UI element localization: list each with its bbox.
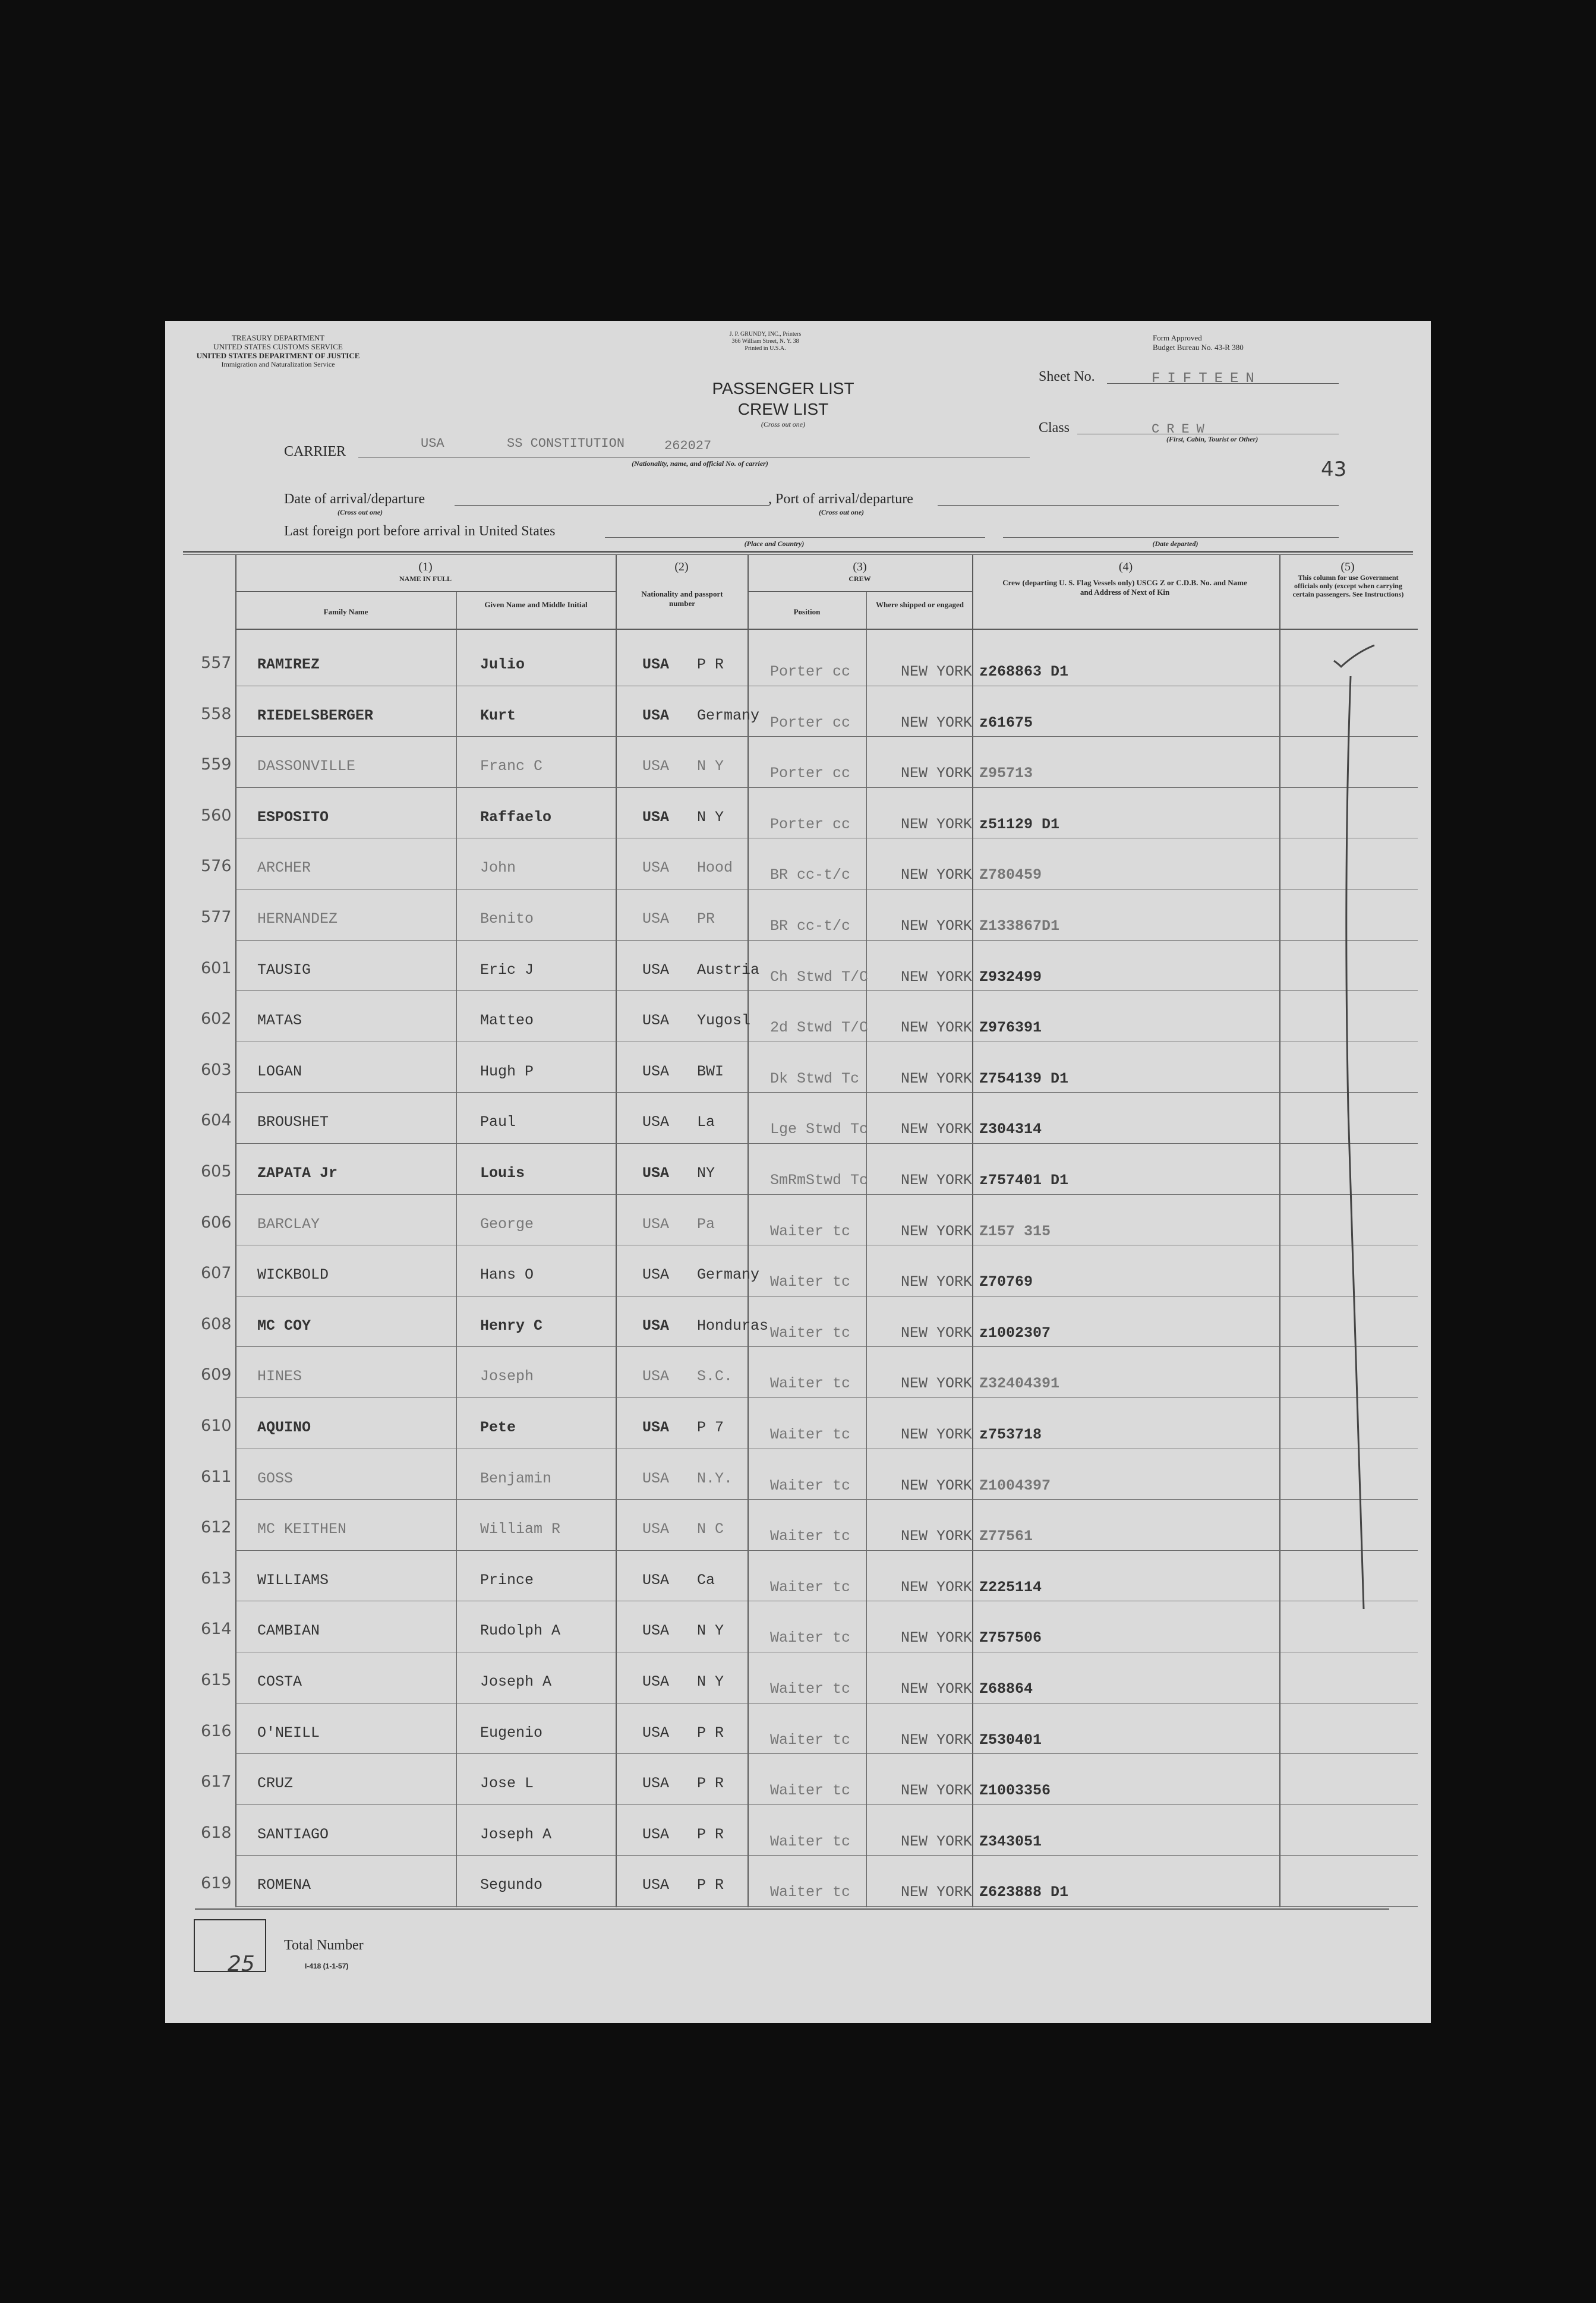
class-caption: (First, Cabin, Tourist or Other) — [1166, 435, 1258, 443]
agency-line-3: UNITED STATES DEPARTMENT OF JUSTICE — [196, 351, 360, 360]
row-line-number: 616 — [201, 1721, 232, 1740]
row-nationality: USA — [642, 1062, 670, 1080]
col3-where-header — [872, 600, 967, 610]
row-nationality: USA — [642, 1622, 670, 1640]
row-crew-number: Z68864 — [979, 1680, 1033, 1698]
row-crew-number: Z157 315 — [979, 1222, 1051, 1240]
carrier-caption: (Nationality, name, and official No. of carrier) — [632, 459, 768, 468]
col-line-crew-c4 — [972, 555, 973, 1907]
row-where-engaged: NEW YORK — [901, 815, 973, 833]
row-line-number: 560 — [201, 806, 232, 825]
date-departed-caption: (Date departed) — [1152, 540, 1198, 548]
row-family-name: MATAS — [257, 1012, 302, 1030]
row-passport: P R — [697, 1876, 724, 1894]
date-label: Date of arrival/departure — [284, 491, 425, 507]
agency-line-2: UNITED STATES CUSTOMS SERVICE — [213, 342, 343, 351]
row-where-engaged: NEW YORK — [901, 1477, 973, 1494]
row-position: Porter cc — [770, 815, 851, 833]
date-caption: (Cross out one) — [338, 508, 383, 516]
row-nationality: USA — [642, 1165, 670, 1182]
row-passport: Hood — [697, 859, 733, 877]
header-bottom-rule — [235, 629, 1418, 630]
row-position: Porter cc — [770, 663, 851, 680]
row-rule — [235, 736, 1418, 737]
row-family-name: WICKBOLD — [257, 1266, 329, 1284]
row-passport: N.Y. — [697, 1469, 733, 1487]
row-where-engaged: NEW YORK — [901, 1070, 973, 1087]
class-value: CREW — [1152, 422, 1212, 437]
row-given-name: Benjamin — [480, 1469, 552, 1487]
row-passport: P R — [697, 1724, 724, 1742]
row-where-engaged: NEW YORK — [901, 1782, 973, 1800]
row-crew-number: Z343051 — [979, 1832, 1042, 1850]
row-family-name: COSTA — [257, 1673, 302, 1690]
row-line-number: 607 — [201, 1264, 232, 1283]
row-position: Porter cc — [770, 714, 851, 731]
row-passport: La — [697, 1113, 715, 1131]
last-port-label: Last foreign port before arrival in United States — [284, 523, 556, 539]
row-where-engaged: NEW YORK — [901, 968, 973, 986]
carrier-nationality: USA — [421, 436, 444, 451]
col1-number: (1) — [418, 560, 433, 573]
row-given-name: Julio — [480, 656, 525, 673]
row-crew-number: z268863 D1 — [979, 663, 1069, 680]
row-nationality: USA — [642, 758, 670, 775]
total-number-label: Total Number — [284, 1938, 364, 1953]
col5-number: (5) — [1340, 560, 1355, 573]
row-family-name: CAMBIAN — [257, 1622, 320, 1640]
row-given-name: Pete — [480, 1419, 516, 1436]
printer-line-1: J. P. GRUNDY, INC., Printers — [729, 331, 802, 337]
row-crew-number: z753718 — [979, 1426, 1042, 1443]
row-where-engaged: NEW YORK — [901, 917, 973, 935]
row-passport: N C — [697, 1520, 724, 1538]
row-line-number: 614 — [201, 1620, 232, 1639]
row-line-number: 615 — [201, 1671, 232, 1689]
row-crew-number: Z976391 — [979, 1019, 1042, 1037]
row-where-engaged: NEW YORK — [901, 714, 973, 731]
row-where-engaged: NEW YORK — [901, 1731, 973, 1749]
row-where-engaged: NEW YORK — [901, 1121, 973, 1138]
form-approved: Form Approved — [1153, 333, 1202, 342]
col3-position-header: Position — [793, 607, 821, 616]
row-position: Waiter tc — [770, 1782, 851, 1800]
row-passport: S.C. — [697, 1368, 733, 1386]
row-rule — [235, 787, 1418, 788]
total-number-value: 25 — [228, 1952, 255, 1976]
row-family-name: ROMENA — [257, 1876, 311, 1894]
row-line-number: 605 — [201, 1162, 232, 1181]
row-rule — [235, 1753, 1418, 1754]
row-given-name: Paul — [480, 1113, 516, 1131]
row-line-number: 608 — [201, 1314, 232, 1333]
row-line-number: 557 — [201, 654, 232, 672]
row-family-name: ZAPATA Jr — [257, 1165, 338, 1182]
row-crew-number: Z530401 — [979, 1731, 1042, 1749]
row-given-name: Hans O — [480, 1266, 534, 1284]
col4-title-text: Crew (departing U. S. Flag Vessels only) USCG Z or C.D.B. No. and Name and Address of Next of Kin — [1002, 578, 1247, 597]
col-line-pos-where — [866, 591, 867, 1907]
row-passport: NY — [697, 1165, 715, 1182]
row-family-name: O'NEILL — [257, 1724, 320, 1742]
port-caption: (Cross out one) — [819, 508, 865, 516]
row-given-name: Joseph A — [480, 1825, 552, 1843]
row-crew-number: Z757506 — [979, 1629, 1042, 1647]
row-line-number: 602 — [201, 1009, 232, 1029]
row-passport: N Y — [697, 808, 724, 826]
col1-title: NAME IN FULL — [399, 575, 452, 583]
row-passport: P R — [697, 1775, 724, 1793]
col1-family-header: Family Name — [323, 607, 368, 616]
row-passport: Pa — [697, 1215, 715, 1233]
sheet-no-label: Sheet No. — [1039, 369, 1095, 384]
row-given-name: Joseph — [480, 1368, 534, 1386]
row-rule — [235, 1550, 1418, 1551]
row-family-name: TAUSIG — [257, 961, 311, 979]
page-number: 43 — [1321, 458, 1347, 481]
row-nationality: USA — [642, 1317, 670, 1335]
row-passport: Germany — [697, 706, 760, 724]
row-passport: N Y — [697, 758, 724, 775]
row-nationality: USA — [642, 1673, 670, 1690]
row-line-number: 601 — [201, 958, 232, 977]
row-crew-number: Z1004397 — [979, 1477, 1051, 1494]
row-position: BR cc-t/c — [770, 866, 851, 884]
row-family-name: BROUSHET — [257, 1113, 329, 1131]
row-position: Waiter tc — [770, 1680, 851, 1698]
row-crew-number: Z932499 — [979, 968, 1042, 986]
row-line-number: 558 — [201, 704, 232, 723]
row-given-name: Matteo — [480, 1012, 534, 1030]
row-position: Waiter tc — [770, 1222, 851, 1240]
row-rule — [235, 1855, 1418, 1856]
row-nationality: USA — [642, 1215, 670, 1233]
col2-title-text: Nationality and passport number — [641, 589, 723, 608]
row-family-name: RIEDELSBERGER — [257, 706, 374, 724]
col3-number: (3) — [853, 560, 867, 573]
row-where-engaged: NEW YORK — [901, 1578, 973, 1596]
row-passport: N Y — [697, 1673, 724, 1690]
row-nationality: USA — [642, 1520, 670, 1538]
row-passport: P R — [697, 656, 724, 673]
row-where-engaged: NEW YORK — [901, 1884, 973, 1901]
row-passport: Austria — [697, 961, 760, 979]
row-crew-number: Z1003356 — [979, 1782, 1051, 1800]
row-given-name: Benito — [480, 910, 534, 927]
row-nationality: USA — [642, 1775, 670, 1793]
row-passport: Germany — [697, 1266, 760, 1284]
row-line-number: 576 — [201, 857, 232, 876]
col4-header — [997, 578, 1253, 597]
table-bottom-rule — [195, 1908, 1389, 1910]
row-passport: P 7 — [697, 1419, 724, 1436]
col-line-c4-c5 — [1279, 555, 1280, 1907]
row-given-name: Henry C — [480, 1317, 543, 1335]
port-label: , Port of arrival/departure — [768, 491, 913, 507]
row-given-name: Segundo — [480, 1876, 543, 1894]
row-crew-number: Z754139 D1 — [979, 1070, 1069, 1087]
row-line-number: 603 — [201, 1060, 232, 1079]
budget-bureau-no: Budget Bureau No. 43-R 380 — [1153, 343, 1244, 352]
row-where-engaged: NEW YORK — [901, 866, 973, 884]
col-line-family-given — [456, 591, 457, 1907]
row-line-number: 611 — [201, 1467, 232, 1486]
row-family-name: GOSS — [257, 1469, 294, 1487]
row-rule — [235, 1194, 1418, 1195]
row-crew-number: Z95713 — [979, 765, 1033, 783]
row-where-engaged: NEW YORK — [901, 1375, 973, 1393]
row-position: Waiter tc — [770, 1731, 851, 1749]
row-crew-number: Z32404391 — [979, 1375, 1060, 1393]
row-family-name: CRUZ — [257, 1775, 294, 1793]
col3-title: CREW — [849, 575, 871, 583]
row-position: Waiter tc — [770, 1629, 851, 1647]
row-rule — [235, 1143, 1418, 1144]
row-where-engaged: NEW YORK — [901, 1832, 973, 1850]
row-crew-number: z61675 — [979, 714, 1033, 731]
col1-given-header — [456, 600, 616, 610]
row-rule — [235, 940, 1418, 941]
col5-header — [1285, 573, 1411, 598]
row-passport: Yugosl — [697, 1012, 751, 1030]
official-check-mark — [1333, 635, 1392, 1633]
row-family-name: MC KEITHEN — [257, 1520, 347, 1538]
row-family-name: AQUINO — [257, 1419, 311, 1436]
row-where-engaged: NEW YORK — [901, 1019, 973, 1037]
row-line-number: 617 — [201, 1772, 232, 1791]
last-port-line — [605, 537, 985, 538]
row-line-number: 609 — [201, 1365, 232, 1384]
row-crew-number: z757401 D1 — [979, 1172, 1069, 1189]
row-family-name: WILLIAMS — [257, 1571, 329, 1589]
row-nationality: USA — [642, 910, 670, 927]
row-where-engaged: NEW YORK — [901, 1222, 973, 1240]
row-nationality: USA — [642, 1571, 670, 1589]
col-line-nat-crew — [747, 555, 749, 1907]
row-family-name: HINES — [257, 1368, 302, 1386]
col-line-name-nat — [616, 555, 617, 1907]
row-family-name: LOGAN — [257, 1062, 302, 1080]
row-line-number: 618 — [201, 1823, 232, 1842]
row-where-engaged: NEW YORK — [901, 1629, 973, 1647]
row-nationality: USA — [642, 1113, 670, 1131]
title-passenger-list: PASSENGER LIST — [712, 379, 854, 397]
row-position: 2d Stwd T/C — [770, 1019, 869, 1037]
printer-line-2: 366 William Street, N. Y. 38 — [731, 338, 799, 345]
row-family-name: DASSONVILLE — [257, 758, 356, 775]
row-nationality: USA — [642, 1368, 670, 1386]
row-given-name: Raffaelo — [480, 808, 552, 826]
row-given-name: William R — [480, 1520, 561, 1538]
row-family-name: RAMIREZ — [257, 656, 320, 673]
row-position: Dk Stwd Tc — [770, 1070, 860, 1087]
crew-list-document — [165, 321, 1431, 2023]
row-family-name: BARCLAY — [257, 1215, 320, 1233]
col4-number: (4) — [1118, 560, 1133, 573]
row-crew-number: Z623888 D1 — [979, 1884, 1069, 1901]
row-given-name: Joseph A — [480, 1673, 552, 1690]
row-family-name: ESPOSITO — [257, 808, 329, 826]
place-caption: (Place and Country) — [744, 540, 805, 548]
row-given-name: Kurt — [480, 706, 516, 724]
row-line-number: 613 — [201, 1569, 232, 1588]
row-position: Waiter tc — [770, 1324, 851, 1342]
row-where-engaged: NEW YORK — [901, 1273, 973, 1291]
col5-title-text: This column for use Government officials only (except when carrying certain passengers. See Instructions) — [1292, 573, 1404, 598]
col3-where-text: Where shipped or engaged — [876, 600, 964, 609]
row-line-number: 612 — [201, 1518, 232, 1537]
row-passport: N Y — [697, 1622, 724, 1640]
row-position: Waiter tc — [770, 1426, 851, 1443]
row-given-name: Prince — [480, 1571, 534, 1589]
row-position: Waiter tc — [770, 1477, 851, 1494]
row-passport: Ca — [697, 1571, 715, 1589]
title-crew-list: CREW LIST — [737, 400, 829, 418]
date-line — [455, 505, 769, 506]
col2-number: (2) — [674, 560, 689, 573]
row-nationality: USA — [642, 859, 670, 877]
row-where-engaged: NEW YORK — [901, 663, 973, 680]
row-passport: P R — [697, 1825, 724, 1843]
table-top-rule — [183, 551, 1413, 553]
col-line-left — [235, 555, 236, 1907]
row-crew-number: Z133867D1 — [979, 917, 1060, 935]
row-family-name: ARCHER — [257, 859, 311, 877]
table-top-rule-2 — [183, 554, 1413, 555]
row-nationality: USA — [642, 1469, 670, 1487]
row-given-name: George — [480, 1215, 534, 1233]
row-where-engaged: NEW YORK — [901, 765, 973, 783]
row-rule — [235, 1092, 1418, 1093]
row-rule — [235, 1804, 1418, 1805]
row-line-number: 610 — [201, 1416, 232, 1435]
row-crew-number: Z304314 — [979, 1121, 1042, 1138]
row-rule — [235, 1346, 1418, 1347]
row-given-name: Rudolph A — [480, 1622, 561, 1640]
row-line-number: 604 — [201, 1111, 232, 1130]
row-where-engaged: NEW YORK — [901, 1324, 973, 1342]
row-crew-number: z51129 D1 — [979, 815, 1060, 833]
col2-header — [629, 589, 736, 608]
port-line — [938, 505, 1339, 506]
row-family-name: MC COY — [257, 1317, 311, 1335]
printer-line-3: Printed in U.S.A. — [745, 345, 786, 352]
row-rule — [235, 1906, 1418, 1907]
row-crew-number: Z780459 — [979, 866, 1042, 884]
date-departed-line — [1003, 537, 1339, 538]
row-given-name: Franc C — [480, 758, 543, 775]
row-line-number: 559 — [201, 755, 232, 774]
class-label: Class — [1039, 420, 1070, 436]
row-nationality: USA — [642, 808, 670, 826]
row-given-name: Louis — [480, 1165, 525, 1182]
carrier-number: 262027 — [664, 438, 712, 453]
row-position: SmRmStwd Tc — [770, 1172, 869, 1189]
sheet-no-value: FIFTEEN — [1152, 371, 1261, 387]
row-where-engaged: NEW YORK — [901, 1528, 973, 1545]
row-crew-number: z1002307 — [979, 1324, 1051, 1342]
header-subrule-crew — [747, 591, 972, 592]
row-given-name: Hugh P — [480, 1062, 534, 1080]
row-nationality: USA — [642, 706, 670, 724]
carrier-label: CARRIER — [284, 444, 346, 459]
row-where-engaged: NEW YORK — [901, 1426, 973, 1443]
row-line-number: 606 — [201, 1213, 232, 1232]
row-family-name: HERNANDEZ — [257, 910, 338, 927]
row-crew-number: Z77561 — [979, 1528, 1033, 1545]
row-nationality: USA — [642, 1012, 670, 1030]
row-where-engaged: NEW YORK — [901, 1172, 973, 1189]
agency-line-4: Immigration and Naturalization Service — [221, 360, 335, 368]
row-nationality: USA — [642, 1419, 670, 1436]
col1-given-text: Given Name and Middle Initial — [484, 600, 588, 609]
row-given-name: John — [480, 859, 516, 877]
agency-line-1: TREASURY DEPARTMENT — [231, 333, 325, 342]
row-position: Waiter tc — [770, 1528, 851, 1545]
row-given-name: Jose L — [480, 1775, 534, 1793]
row-rule — [235, 990, 1418, 991]
row-rule — [235, 1397, 1418, 1398]
row-position: Ch Stwd T/C — [770, 968, 869, 986]
title-cross-out-note: (Cross out one) — [761, 420, 806, 428]
row-nationality: USA — [642, 961, 670, 979]
row-nationality: USA — [642, 656, 670, 673]
row-crew-number: Z70769 — [979, 1273, 1033, 1291]
row-nationality: USA — [642, 1724, 670, 1742]
row-crew-number: Z225114 — [979, 1578, 1042, 1596]
row-position: Waiter tc — [770, 1375, 851, 1393]
row-nationality: USA — [642, 1266, 670, 1284]
row-position: Porter cc — [770, 765, 851, 783]
header-subrule-name — [235, 591, 616, 592]
row-given-name: Eugenio — [480, 1724, 543, 1742]
row-position: Waiter tc — [770, 1273, 851, 1291]
carrier-name: SS CONSTITUTION — [507, 436, 625, 451]
row-where-engaged: NEW YORK — [901, 1680, 973, 1698]
row-family-name: SANTIAGO — [257, 1825, 329, 1843]
row-nationality: USA — [642, 1876, 670, 1894]
row-position: Waiter tc — [770, 1832, 851, 1850]
form-code: I-418 (1-1-57) — [305, 1962, 349, 1970]
row-position: Waiter tc — [770, 1578, 851, 1596]
row-position: Lge Stwd Tc — [770, 1121, 869, 1138]
row-line-number: 577 — [201, 908, 232, 926]
row-passport: BWI — [697, 1062, 724, 1080]
row-position: Waiter tc — [770, 1884, 851, 1901]
row-rule — [235, 1499, 1418, 1500]
row-given-name: Eric J — [480, 961, 534, 979]
row-line-number: 619 — [201, 1874, 232, 1893]
row-passport: Honduras — [697, 1317, 769, 1335]
row-nationality: USA — [642, 1825, 670, 1843]
row-passport: PR — [697, 910, 715, 927]
row-position: BR cc-t/c — [770, 917, 851, 935]
